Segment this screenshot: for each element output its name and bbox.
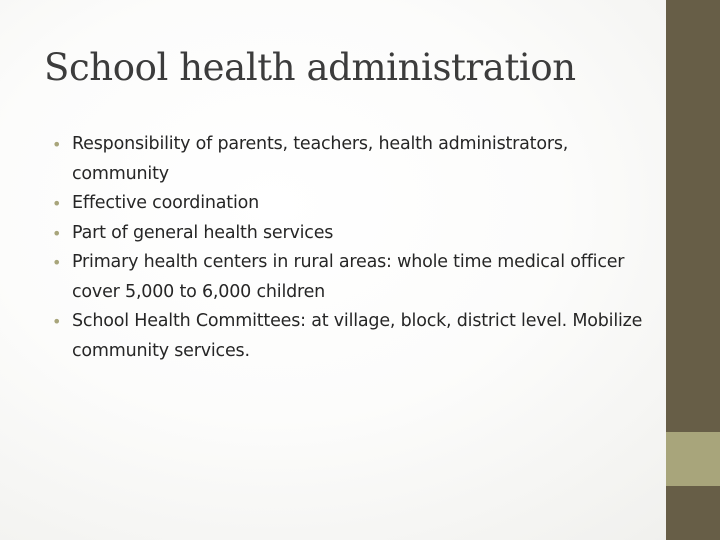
bullet-item bbox=[52, 307, 652, 366]
bullet-text: Responsibility of parents, teachers, health administrators, community bbox=[72, 134, 569, 184]
accent-block bbox=[666, 432, 720, 486]
bullet-text: Primary health centers in rural areas: whole time medical officer cover 5,000 to 6,000 children bbox=[72, 252, 625, 302]
corner-block bbox=[666, 486, 720, 540]
bullet-marker-icon: • bbox=[52, 253, 62, 272]
bullet-text: Part of general health services bbox=[72, 222, 334, 243]
bullet-text: School Health Committees: at village, block, district level. Mobilize community services. bbox=[72, 311, 643, 361]
bullet-item bbox=[52, 130, 652, 189]
bullet-list bbox=[52, 130, 652, 366]
bullet-item bbox=[52, 248, 652, 307]
bullet-item bbox=[52, 219, 652, 249]
bullet-marker-icon: • bbox=[52, 312, 62, 331]
slide-title: School health administration bbox=[44, 46, 576, 89]
bullet-item bbox=[52, 189, 652, 219]
bullet-marker-icon: • bbox=[52, 135, 62, 154]
bullet-marker-icon: • bbox=[52, 223, 62, 243]
bullet-text: Effective coordination bbox=[72, 193, 260, 213]
bullet-marker-icon: • bbox=[52, 194, 62, 213]
